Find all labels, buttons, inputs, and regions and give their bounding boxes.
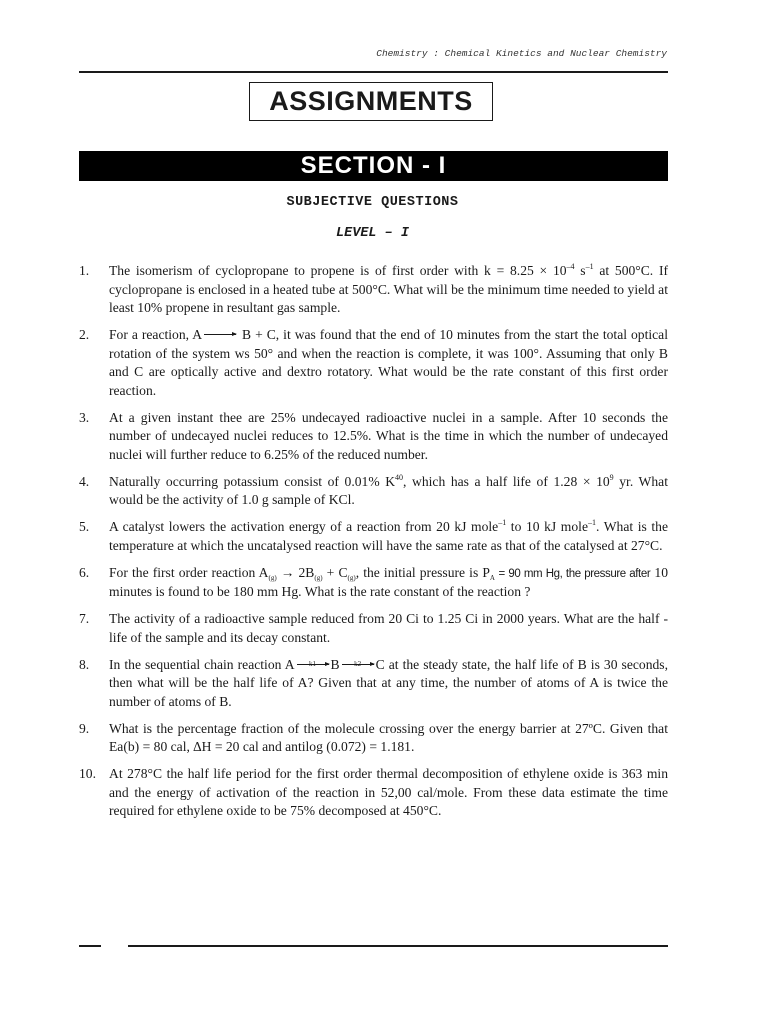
question-number: 7. [79, 611, 90, 626]
question-number: 2. [79, 327, 90, 342]
question-number: 1. [79, 263, 90, 278]
footer-rule-long [128, 945, 668, 947]
question-5 [79, 518, 668, 555]
question-number: 3. [79, 409, 90, 425]
question-9 [79, 720, 668, 757]
question-3 [79, 409, 668, 465]
question-text: Naturally occurring potassium consist of 0.01% $K^{40}$, which has a half life of $1.28 \times 10^9$ yr. What would be the activity of 1.0 g sample of KCl. [109, 472, 668, 507]
reaction-arrow-icon [342, 659, 374, 668]
reaction-arrow-icon [204, 334, 236, 335]
question-number: 9. [79, 720, 90, 736]
assignments-title: ASSIGNMENTS [249, 82, 493, 121]
running-header: Chemistry : Chemical Kinetics and Nuclear Chemistry [376, 48, 667, 59]
question-8 [79, 656, 668, 712]
question-number: 6. [79, 564, 90, 580]
question-text: For a reaction, A B + C, it was found that the end of 10 minutes from the start the total optical rotation of the system ws 50° and when the reaction is complete, it was 100°. Assuming that only B and C are optically active and dextro rotatory. What would be the rate constant of this first order reaction. [109, 327, 668, 398]
question-list [79, 262, 668, 829]
question-text: For the first order reaction $A_{(g)} \to 2B_{(g)} + C_{(g)}$, the initial pressure is $P_A = 90$ mm Hg, the pressure after 10 minutes is found to be 180 mm Hg. What is the rate constant of the reaction ? [109, 564, 668, 599]
rate-constant-label: k2 [354, 659, 362, 668]
question-10 [79, 765, 668, 821]
question-text: At 278°C the half life period for the first order thermal decomposition of ethylene oxide is 363 min and the energy of activation of the reaction in 52,00 cal/mole. From these data estimate the time required for ethylene oxide to be 75% decomposed at 450°C. [109, 766, 668, 818]
question-number: 5. [79, 519, 90, 534]
question-number: 10. [79, 766, 96, 781]
question-number: 8. [79, 656, 90, 672]
level-heading: LEVEL – I [336, 226, 409, 241]
header-rule [79, 71, 668, 73]
footer-rule-short [79, 945, 101, 947]
question-4 [79, 473, 668, 510]
question-text: In the sequential chain reaction A k1 B k2 C at the steady state, the half life of B is 30 seconds, then what will be the half life of A? Given that at any time, the number of atoms of A is twice the number of atoms of B. [109, 656, 668, 709]
question-2 [79, 326, 668, 400]
question-1 [79, 262, 668, 318]
subjective-questions-heading: SUBJECTIVE QUESTIONS [286, 195, 459, 210]
question-text: A catalyst lowers the activation energy of a reaction from 20 kJ mole$^{-1}$ to 10 kJ mole$^{-1}$. What is the temperature at which the uncatalysed reaction will have the same rate as that of the catalysed at 27°C. [109, 518, 668, 553]
rate-constant-label: k1 [309, 659, 317, 668]
question-7 [79, 610, 668, 647]
question-text: The activity of a radioactive sample reduced from 20 Ci to 1.25 Ci in 2000 years. What are the half - life of the sample and its decay constant. [109, 611, 668, 645]
question-6 [79, 564, 668, 602]
question-text: At a given instant thee are 25% undecayed radioactive nuclei in a sample. After 10 seconds the number of undecayed nuclei reduces to 12.5%. What is the time in which the number of undecayed nuclei will further reduce to 6.25% of the reduced number. [109, 409, 668, 462]
question-text: The isomerism of cyclopropane to propene is of first order with $k = 8.25 \times 10^{-4}$ $s^{-1}$ at 500°C. If cyclopropane is enclosed in a heated tube at 500°C. What will be the minimum time needed to yield at least 10% propene in resultant gas sample. [109, 262, 668, 315]
question-text: What is the percentage fraction of the molecule crossing over the energy barrier at 27ºC. Given that Ea(b) = 80 cal, ∆H = 20 cal and antilog (0.072) = 1.181. [109, 720, 668, 754]
section-banner: SECTION - I [79, 151, 668, 181]
question-number: 4. [79, 473, 90, 489]
reaction-arrow-icon [297, 659, 329, 668]
